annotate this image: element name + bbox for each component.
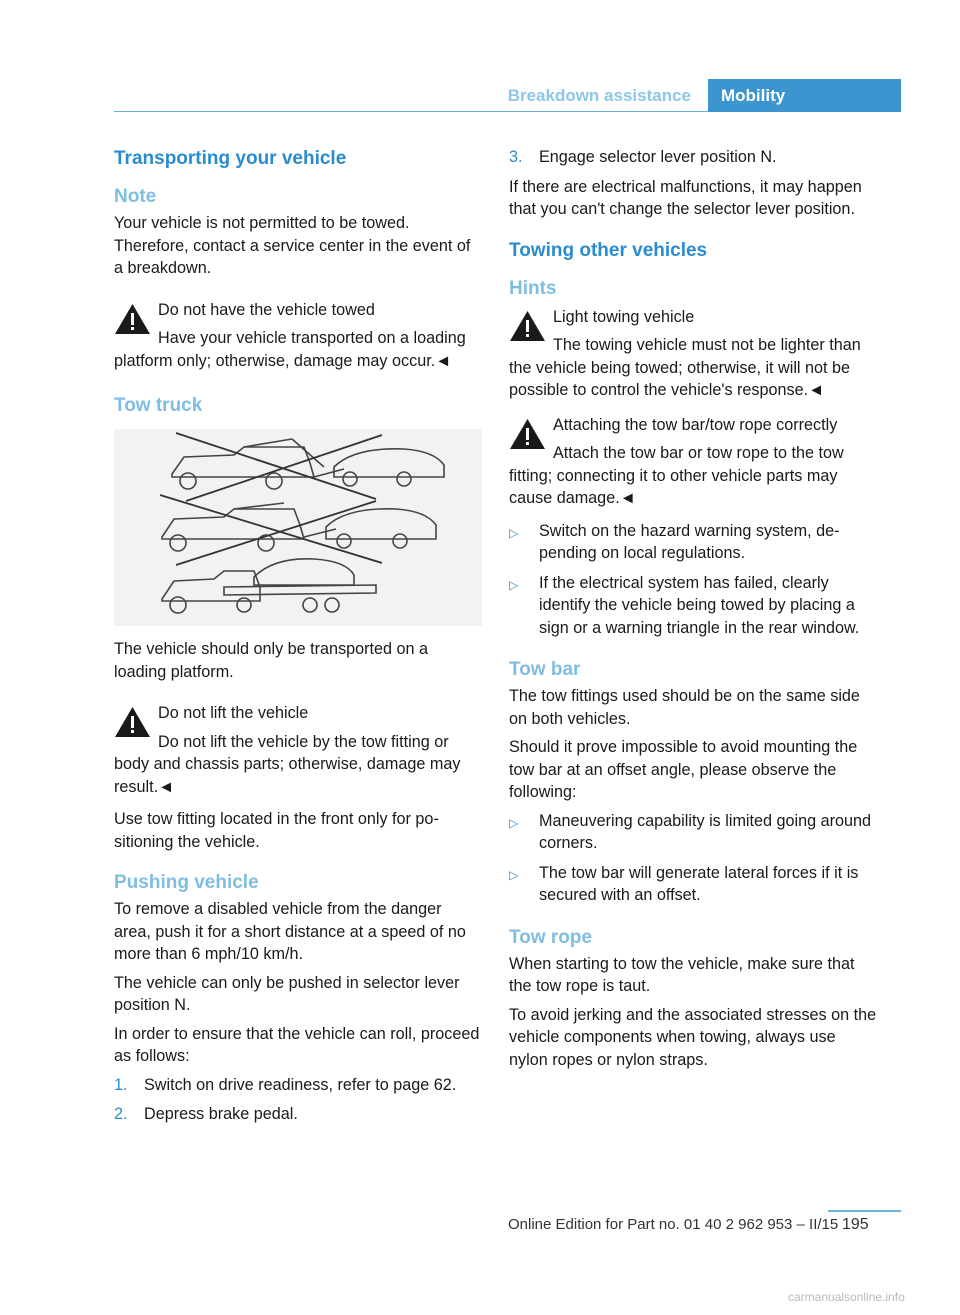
tow-bar-bullet-list xyxy=(509,810,877,907)
paragraph-tow-bar-1: The tow fittings used should be on the same side on both vehicles. xyxy=(509,687,860,728)
warning-title: Light towing vehicle xyxy=(553,307,695,326)
warning-not-towed xyxy=(114,297,482,373)
warning-body: Do not lift the vehicle by the tow fitting or body and chassis parts; otherwise, damage may result.◄ xyxy=(114,732,461,796)
list-item xyxy=(114,1074,482,1097)
bullet-text: The tow bar will generate lateral forces if it is secured with an offset. xyxy=(539,863,859,904)
paragraph-tow-rope-2: To avoid jerking and the associated stresses on the vehicle components when towing, always use nylon ropes or nylon straps. xyxy=(509,1005,877,1069)
step-number: 2. xyxy=(114,1105,128,1123)
warning-body: Attach the tow bar or tow rope to the tow fitting; connecting it to other vehicle parts may cause damage.◄ xyxy=(509,444,844,507)
step-number: 3. xyxy=(509,148,523,166)
list-item xyxy=(509,520,877,565)
paragraph-tow-rope-1: When starting to tow the vehicle, make sure that the tow rope is taut. xyxy=(509,954,855,995)
list-item xyxy=(509,810,877,855)
page-header xyxy=(114,79,901,112)
bullet-text: Maneuvering capability is limited going around corners. xyxy=(539,811,872,852)
paragraph-note: Your vehicle is not permitted to be towed. Therefore, contact a service center in the event of a breakdown. xyxy=(114,214,471,277)
paragraph-push-3: In order to ensure that the vehicle can roll, proceed as follows: xyxy=(114,1024,480,1065)
left-column xyxy=(114,146,482,1133)
bullet-text: Switch on the hazard warning system, depending on local regulations. xyxy=(539,521,840,562)
warning-triangle-icon xyxy=(114,706,151,738)
heading-hints: Hints xyxy=(509,277,557,299)
bullet-triangle-icon: ▷ xyxy=(509,525,519,540)
bullet-text: If the electrical system has failed, clearly identify the vehicle being towed by placing a sign or a warning triangle in the rear window. xyxy=(539,573,860,637)
paragraph-push-2: The vehicle can only be pushed in selector lever position N. xyxy=(114,973,460,1014)
step-text: Engage selector lever position N. xyxy=(539,148,777,166)
warning-body: Have your vehicle transported on a loading platform only; otherwise, damage may occur.◄ xyxy=(114,329,466,370)
warning-title: Do not lift the vehicle xyxy=(158,704,309,722)
warning-body: The towing vehicle must not be lighter than the vehicle being towed; otherwise, it will not be possible to control the vehicle's response.◄ xyxy=(509,336,861,399)
warning-title: Do not have the vehicle towed xyxy=(158,300,375,319)
paragraph-push-1: To remove a disabled vehicle from the danger area, push it for a short distance at a speed of no more than 6 mph/10 km/h. xyxy=(114,900,466,963)
step-text: Switch on drive readiness, refer to page 62. xyxy=(144,1075,457,1094)
paragraph-loading-platform: The vehicle should only be transported on a loading platform. xyxy=(114,640,429,681)
heading-pushing-vehicle: Pushing vehicle xyxy=(114,872,259,893)
heading-tow-bar: Tow bar xyxy=(509,659,581,680)
right-column xyxy=(509,146,877,1077)
towing-bullet-list xyxy=(509,520,877,640)
paragraph-tow-fitting: Use tow fitting located in the front only for positioning the vehicle. xyxy=(114,810,439,851)
heading-note: Note xyxy=(114,186,157,207)
footer-edition: Online Edition for Part no. 01 40 2 962 953 – II/15 xyxy=(508,1216,839,1233)
heading-tow-truck: Tow truck xyxy=(114,395,203,416)
heading-transporting: Transporting your vehicle xyxy=(114,148,347,169)
header-chapter-tab: Mobility xyxy=(708,79,901,112)
paragraph-malfunction: If there are electrical malfunctions, it may happen that you can't change the selector lever position. xyxy=(509,177,862,218)
push-steps-list xyxy=(114,1074,482,1126)
list-item xyxy=(509,572,877,640)
bullet-triangle-icon: ▷ xyxy=(509,577,519,592)
tow-truck-illustration xyxy=(114,429,482,626)
warning-attaching-tow-bar xyxy=(509,412,877,510)
paragraph-tow-bar-2: Should it prove impossible to avoid mounting the tow bar at an offset angle, please observe the following: xyxy=(509,738,858,801)
tow-truck-drawing xyxy=(114,429,482,626)
step-text: Depress brake pedal. xyxy=(144,1105,298,1123)
warning-triangle-icon xyxy=(509,418,546,450)
warning-triangle-icon xyxy=(114,303,151,335)
list-item xyxy=(509,862,877,907)
step-number: 1. xyxy=(114,1075,128,1094)
list-item xyxy=(509,146,877,169)
header-section: Breakdown assistance xyxy=(507,86,691,105)
warning-triangle-icon xyxy=(509,310,546,342)
bullet-triangle-icon: ▷ xyxy=(509,867,519,882)
bullet-triangle-icon: ▷ xyxy=(509,815,519,830)
warning-do-not-lift xyxy=(114,700,482,798)
watermark-logo: carmanualsonline.info xyxy=(788,1290,905,1304)
warning-light-towing-vehicle xyxy=(509,304,877,402)
footer-rule xyxy=(828,1210,901,1212)
list-item xyxy=(114,1103,482,1126)
page-number: 195 xyxy=(842,1216,869,1233)
heading-towing-other-vehicles: Towing other vehicles xyxy=(509,239,708,261)
warning-title: Attaching the tow bar/tow rope correctly xyxy=(553,415,838,434)
heading-tow-rope: Tow rope xyxy=(509,926,593,948)
push-steps-continued xyxy=(509,146,877,169)
